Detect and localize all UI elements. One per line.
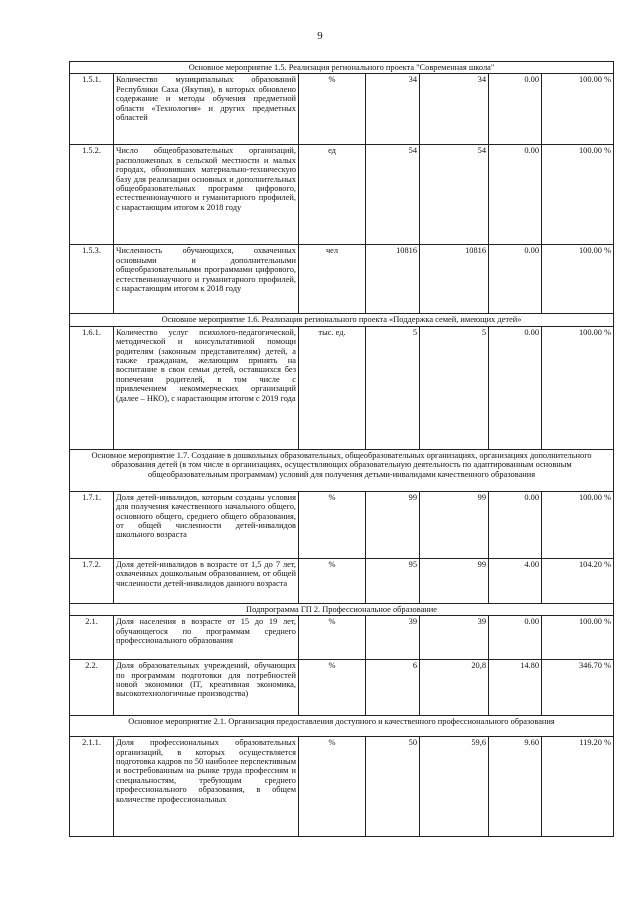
actual-value: 99 — [420, 558, 489, 603]
deviation-value: 0.00 — [489, 616, 542, 660]
completion-percent: 100.00 % — [542, 326, 614, 449]
indicator-name: Доля населения в возрасте от 15 до 19 лет, обучающегося по программам среднего профессионального образования — [114, 616, 299, 660]
section-header-row — [70, 62, 614, 74]
actual-value: 34 — [420, 74, 489, 145]
planned-value: 5 — [366, 326, 420, 449]
planned-value: 34 — [366, 74, 420, 145]
section-header-row — [70, 716, 614, 737]
indicator-name: Количество услуг психолого-педагогической, методической и консультативной помощи родителям (законным представителям) детей, а также гражданам, желающим принять на воспитание в свои семьи детей, оставшихся без попечения родителей, в том числе с привлечением некоммерческих организаций (далее – НКО), с нарастающим итогом с 2019 года — [114, 326, 299, 449]
unit-of-measure: % — [299, 558, 366, 603]
actual-value: 20,8 — [420, 660, 489, 716]
page-number: 9 — [317, 30, 323, 42]
deviation-value: 4.00 — [489, 558, 542, 603]
completion-percent: 100.00 % — [542, 245, 614, 314]
unit-of-measure: % — [299, 74, 366, 145]
table-row — [70, 491, 614, 558]
unit-of-measure: тыс. ед. — [299, 326, 366, 449]
row-number: 1.5.3. — [70, 245, 114, 314]
unit-of-measure: чел — [299, 245, 366, 314]
unit-of-measure: % — [299, 660, 366, 716]
actual-value: 39 — [420, 616, 489, 660]
completion-percent: 100.00 % — [542, 616, 614, 660]
table-row — [70, 616, 614, 660]
indicator-name: Количество муниципальных образований Республики Саха (Якутия), в которых обновлено содержание и методы обучения предметной области «Технология» и других предметных областей — [114, 74, 299, 145]
indicator-name: Доля образовательных учреждений, обучающих по программам подготовки для потребностей новой экономики (IT, креативная экономика, высокотехнологичные производства) — [114, 660, 299, 716]
row-number: 1.5.2. — [70, 145, 114, 245]
row-number: 1.7.2. — [70, 558, 114, 603]
completion-percent: 100.00 % — [542, 145, 614, 245]
row-number: 1.7.1. — [70, 491, 114, 558]
actual-value: 10816 — [420, 245, 489, 314]
section-title: Основное мероприятие 2.1. Организация предоставления доступного и качественного профессионального образования — [70, 716, 614, 737]
actual-value: 59,6 — [420, 737, 489, 837]
table-row — [70, 145, 614, 245]
planned-value: 99 — [366, 491, 420, 558]
table-row — [70, 660, 614, 716]
completion-percent: 104.20 % — [542, 558, 614, 603]
completion-percent: 100.00 % — [542, 491, 614, 558]
actual-value: 54 — [420, 145, 489, 245]
table-row — [70, 737, 614, 837]
table-row — [70, 245, 614, 314]
planned-value: 6 — [366, 660, 420, 716]
actual-value: 5 — [420, 326, 489, 449]
completion-percent: 119.20 % — [542, 737, 614, 837]
indicator-name: Доля детей-инвалидов, которым созданы условия для получения качественного начального общего, основного общего, среднего общего образования, от общей численности детей-инвалидов школьного возраста — [114, 491, 299, 558]
table-row — [70, 74, 614, 145]
unit-of-measure: % — [299, 491, 366, 558]
planned-value: 10816 — [366, 245, 420, 314]
planned-value: 50 — [366, 737, 420, 837]
indicators-table — [69, 61, 614, 837]
section-title: Подпрограмма ГП 2. Профессиональное образование — [70, 603, 614, 615]
unit-of-measure: % — [299, 616, 366, 660]
indicator-name: Численность обучающихся, охваченных основными и дополнительными общеобразовательными программами цифрового, естественнонаучного и гуманитарного профилей, с нарастающим итогом к 2018 году — [114, 245, 299, 314]
deviation-value: 0.00 — [489, 326, 542, 449]
unit-of-measure: ед — [299, 145, 366, 245]
completion-percent: 100.00 % — [542, 74, 614, 145]
table-row — [70, 326, 614, 449]
section-title: Основное мероприятие 1.5. Реализация регионального проекта "Современная школа" — [70, 62, 614, 74]
deviation-value: 0.00 — [489, 74, 542, 145]
planned-value: 54 — [366, 145, 420, 245]
completion-percent: 346.70 % — [542, 660, 614, 716]
section-title: Основное мероприятие 1.6. Реализация регионального проекта «Поддержка семей, имеющих детей» — [70, 314, 614, 326]
section-header-row — [70, 449, 614, 491]
deviation-value: 0.00 — [489, 491, 542, 558]
row-number: 2.1.1. — [70, 737, 114, 837]
unit-of-measure: % — [299, 737, 366, 837]
planned-value: 39 — [366, 616, 420, 660]
indicator-name: Число общеобразовательных организаций, расположенных в сельской местности и малых городах, обновивших материально-техническую базу для реализации основных и дополнительных общеобразовательных программ цифрового, естественнонаучного и гуманитарного профилей, с нарастающим итогом к 2018 году — [114, 145, 299, 245]
row-number: 2.2. — [70, 660, 114, 716]
section-title: Основное мероприятие 1.7. Создание в дошкольных образовательных, общеобразовательных организациях, организациях дополнительного образования детей (в том числе в организациях, осуществляющих образовательную деятельность по адаптированным основным общеобразовательным программам) условий для получения детьми-инвалидами качественного образования — [70, 449, 614, 491]
deviation-value: 0.00 — [489, 145, 542, 245]
section-header-row — [70, 603, 614, 615]
deviation-value: 0.00 — [489, 245, 542, 314]
row-number: 1.6.1. — [70, 326, 114, 449]
indicator-name: Доля детей-инвалидов в возрасте от 1,5 до 7 лет, охваченных дошкольным образованием, от общей численности детей-инвалидов данного возраста — [114, 558, 299, 603]
row-number: 2.1. — [70, 616, 114, 660]
deviation-value: 14.80 — [489, 660, 542, 716]
table-row — [70, 558, 614, 603]
planned-value: 95 — [366, 558, 420, 603]
row-number: 1.5.1. — [70, 74, 114, 145]
section-header-row — [70, 314, 614, 326]
indicator-name: Доля профессиональных образовательных организаций, в которых осуществляется подготовка кадров по 50 наиболее перспективным и востребованным на рынке труда профессиям и специальностям, требующим среднего профессионального образования, в общем количестве профессиональных — [114, 737, 299, 837]
deviation-value: 9.60 — [489, 737, 542, 837]
actual-value: 99 — [420, 491, 489, 558]
